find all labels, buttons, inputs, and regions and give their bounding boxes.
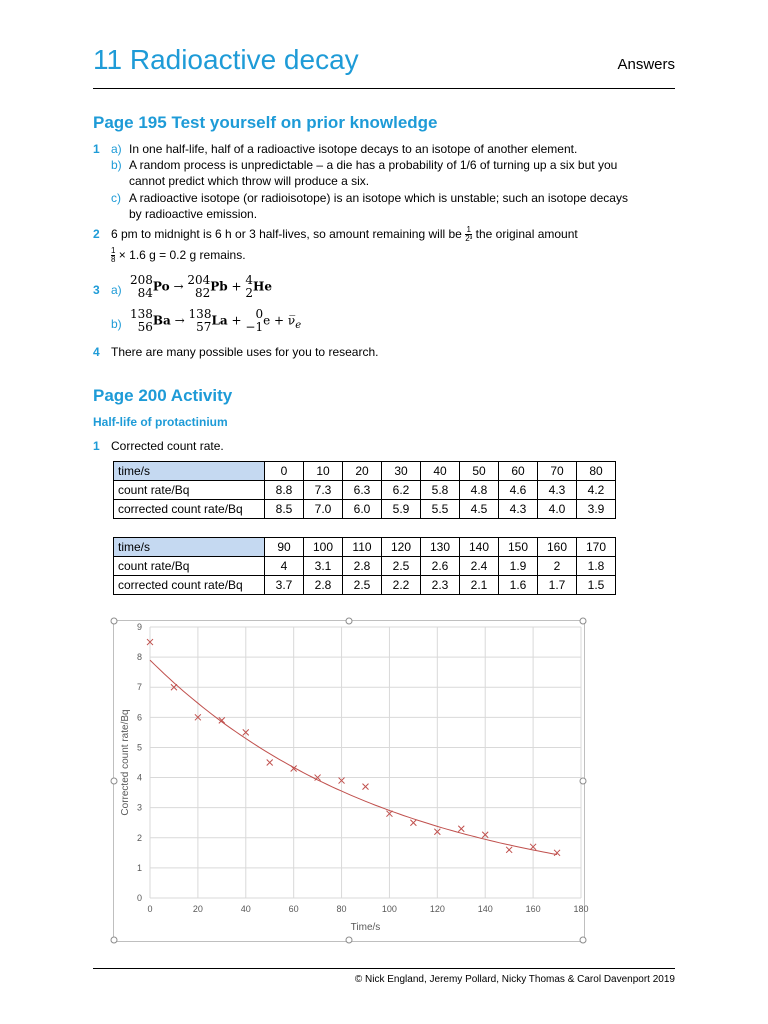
q1c-answer-line1: A radioactive isotope (or radioisotope) is an isotope which is unstable; such an isotope decays <box>129 191 628 205</box>
table-cell: 1.7 <box>538 576 577 595</box>
x-tick-label: 120 <box>429 904 445 914</box>
table-cell: 2.3 <box>421 576 460 595</box>
y-tick-label: 7 <box>136 682 142 693</box>
table-cell: 2.4 <box>460 557 499 576</box>
q1c-label: c) <box>111 191 121 205</box>
row-header: corrected count rate/Bq <box>114 576 265 595</box>
data-point-marker <box>554 850 560 856</box>
table-cell: 150 <box>499 538 538 557</box>
y-tick-label: 6 <box>136 712 142 723</box>
row-header: count rate/Bq <box>114 557 265 576</box>
data-point-marker <box>506 847 512 853</box>
footer-divider <box>93 968 675 969</box>
table-cell: 160 <box>538 538 577 557</box>
table-cell: 120 <box>382 538 421 557</box>
table-cell: 2.5 <box>343 576 382 595</box>
table-cell: 5.9 <box>382 500 421 519</box>
table-cell: 1.9 <box>499 557 538 576</box>
table-row <box>114 538 616 557</box>
activity-question-1-number: 1 <box>93 439 100 453</box>
question-4-number: 4 <box>93 345 100 359</box>
q4-answer: There are many possible uses for you to research. <box>111 345 379 359</box>
x-tick-label: 0 <box>147 904 153 914</box>
table-cell: 3.7 <box>265 576 304 595</box>
copyright-notice: © Nick England, Jeremy Pollard, Nicky Thomas & Carol Davenport 2019 <box>354 974 675 985</box>
table-cell: 4.2 <box>577 481 616 500</box>
y-tick-label: 8 <box>136 652 142 663</box>
x-tick-label: 140 <box>477 904 493 914</box>
q2-answer-line2: $\frac{1}{8}$ × 1.6 g = 0.2 g remains. <box>111 246 246 265</box>
table-cell: 170 <box>577 538 616 557</box>
resize-handle <box>111 778 117 784</box>
alpha-decay-equation: 208 84 Po → 204 82 Pb + 4 2 He <box>130 273 273 300</box>
x-tick-label: 20 <box>192 904 203 914</box>
q1b-label: b) <box>111 158 122 172</box>
y-tick-label: 0 <box>136 893 142 903</box>
q1a-answer: In one half-life, half of a radioactive isotope decays to an isotope of another element. <box>129 142 578 156</box>
table-cell: 50 <box>460 462 499 481</box>
table-cell: 1.6 <box>499 576 538 595</box>
trendline <box>150 660 557 854</box>
table-cell: 7.0 <box>304 500 343 519</box>
activity-q1-text: Corrected count rate. <box>111 439 224 453</box>
table-cell: 6.2 <box>382 481 421 500</box>
table-cell: 8.8 <box>265 481 304 500</box>
q3b-label: b) <box>111 317 122 331</box>
table-cell: 2.5 <box>382 557 421 576</box>
fraction-one-eighth: $\frac{1}{8}$ <box>111 246 116 265</box>
y-tick-label: 4 <box>136 772 142 783</box>
resize-handle <box>346 618 352 624</box>
table-row <box>114 462 616 481</box>
beta-decay-equation: 138 56 Ba → 138 57 La + 0 −1 $e + \nu̅_e$ <box>130 307 302 334</box>
x-tick-label: 80 <box>336 904 347 914</box>
table-cell: 2.1 <box>460 576 499 595</box>
question-2-number: 2 <box>93 227 100 241</box>
table-cell: 100 <box>304 538 343 557</box>
q1b-answer-line1: A random process is unpredictable – a die has a probability of 1/6 of turning up a six but you <box>129 158 618 172</box>
resize-handle <box>580 778 586 784</box>
data-point-marker <box>267 760 273 766</box>
data-point-marker <box>363 784 369 790</box>
table-cell: 5.8 <box>421 481 460 500</box>
table-cell: 6.0 <box>343 500 382 519</box>
table-cell: 3.9 <box>577 500 616 519</box>
row-header: corrected count rate/Bq <box>114 500 265 519</box>
y-tick-label: 9 <box>136 622 142 632</box>
table-cell: 4.6 <box>499 481 538 500</box>
table-cell: 60 <box>499 462 538 481</box>
table-cell: 80 <box>577 462 616 481</box>
data-table-1 <box>113 461 616 519</box>
table-cell: 4.0 <box>538 500 577 519</box>
q1c-answer-line2: by radioactive emission. <box>129 207 258 221</box>
table-cell: 6.3 <box>343 481 382 500</box>
table-row <box>114 557 616 576</box>
x-tick-label: 160 <box>525 904 541 914</box>
resize-handle <box>580 937 586 943</box>
data-table-2 <box>113 537 616 595</box>
section-heading-page-200: Page 200 Activity <box>93 386 233 405</box>
table-row <box>114 500 616 519</box>
q3a-label: a) <box>111 283 122 297</box>
table-row <box>114 481 616 500</box>
table-cell: 4.5 <box>460 500 499 519</box>
table-cell: 2.2 <box>382 576 421 595</box>
table-cell: 8.5 <box>265 500 304 519</box>
table-cell: 4.3 <box>538 481 577 500</box>
table-cell: 2.6 <box>421 557 460 576</box>
y-tick-label: 3 <box>136 802 142 813</box>
table-cell: 1.8 <box>577 557 616 576</box>
row-header: time/s <box>114 462 265 481</box>
x-tick-label: 60 <box>288 904 299 914</box>
x-tick-label: 180 <box>573 904 589 914</box>
row-header: count rate/Bq <box>114 481 265 500</box>
table-cell: 4 <box>265 557 304 576</box>
table-cell: 130 <box>421 538 460 557</box>
fraction-one-over-two-cubed: $\frac{1}{\text{2³}}$ <box>465 225 473 244</box>
table-cell: 40 <box>421 462 460 481</box>
row-header: time/s <box>114 538 265 557</box>
data-point-marker <box>458 826 464 832</box>
section-heading-page-195: Page 195 Test yourself on prior knowledge <box>93 113 438 132</box>
decay-chart <box>114 621 589 941</box>
table-cell: 4.3 <box>499 500 538 519</box>
table-cell: 70 <box>538 462 577 481</box>
table-cell: 2 <box>538 557 577 576</box>
table-cell: 5.5 <box>421 500 460 519</box>
table-cell: 0 <box>265 462 304 481</box>
table-cell: 20 <box>343 462 382 481</box>
y-tick-label: 2 <box>136 832 142 843</box>
resize-handle <box>580 618 586 624</box>
table-cell: 7.3 <box>304 481 343 500</box>
table-cell: 2.8 <box>304 576 343 595</box>
q2-answer-line1: 6 pm to midnight is 6 h or 3 half-lives, so amount remaining will be $\frac{1}{\text{2³}}$ the original amount <box>111 225 578 244</box>
chart-frame <box>113 620 589 942</box>
q1a-label: a) <box>111 142 122 156</box>
table-cell: 90 <box>265 538 304 557</box>
x-tick-label: 100 <box>381 904 397 914</box>
x-axis-label: Time/s <box>350 922 381 933</box>
table-cell: 140 <box>460 538 499 557</box>
question-3-number: 3 <box>93 283 100 297</box>
table-cell: 3.1 <box>304 557 343 576</box>
table-cell: 30 <box>382 462 421 481</box>
y-axis-label: Corrected count rate/Bq <box>120 709 131 816</box>
table-cell: 2.8 <box>343 557 382 576</box>
table-cell: 1.5 <box>577 576 616 595</box>
data-point-marker <box>410 820 416 826</box>
y-tick-label: 5 <box>136 742 142 753</box>
resize-handle <box>111 937 117 943</box>
resize-handle <box>111 618 117 624</box>
q1b-answer-line2: cannot predict which throw will produce a six. <box>129 174 370 188</box>
resize-handle <box>346 937 352 943</box>
header-divider <box>93 88 675 89</box>
y-tick-label: 1 <box>136 862 142 873</box>
x-tick-label: 40 <box>240 904 251 914</box>
table-cell: 4.8 <box>460 481 499 500</box>
subheading-half-life: Half-life of protactinium <box>93 415 228 429</box>
answers-label: Answers <box>617 56 675 73</box>
page-title: 11 Radioactive decay <box>93 44 359 75</box>
question-1-number: 1 <box>93 142 100 156</box>
table-row <box>114 576 616 595</box>
table-cell: 10 <box>304 462 343 481</box>
table-cell: 110 <box>343 538 382 557</box>
